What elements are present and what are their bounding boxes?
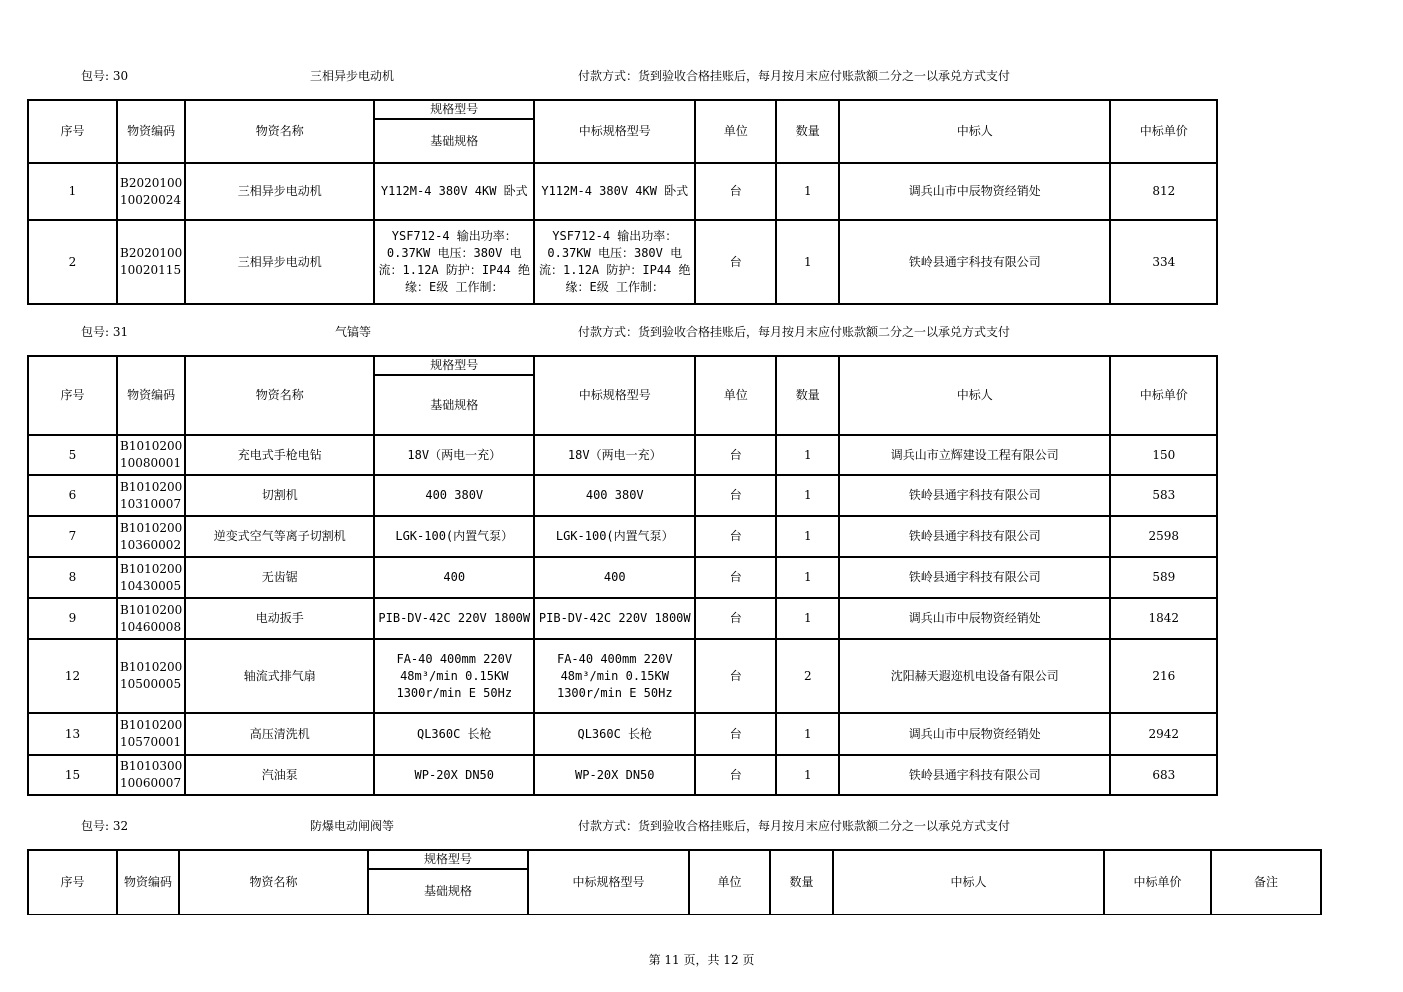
cell-name: 三相异步电动机 bbox=[185, 163, 374, 220]
cell-winner: 调兵山市中辰物资经销处 bbox=[839, 598, 1110, 639]
code-line-2: 10020024 bbox=[120, 192, 182, 207]
cell-spec: 400 bbox=[374, 557, 534, 598]
cell-winner: 铁岭县通宇科技有限公司 bbox=[839, 755, 1110, 795]
cell-code bbox=[117, 639, 185, 713]
header-price: 中标单价 bbox=[1110, 356, 1217, 435]
cell-seq: 9 bbox=[28, 598, 117, 639]
cell-unit: 台 bbox=[695, 598, 776, 639]
package-name: 气镐等 bbox=[335, 325, 372, 339]
package-number: 包号: 32 bbox=[81, 819, 129, 833]
cell-name: 高压清洗机 bbox=[185, 713, 374, 755]
code-line-1: B1010200 bbox=[120, 520, 183, 535]
cell-seq: 8 bbox=[28, 557, 117, 598]
cell-unit: 台 bbox=[695, 755, 776, 795]
cell-name: 三相异步电动机 bbox=[185, 220, 374, 304]
cell-name: 汽油泵 bbox=[185, 755, 374, 795]
cell-winner: 调兵山市立辉建设工程有限公司 bbox=[839, 435, 1110, 475]
package-table-32 bbox=[27, 849, 1322, 915]
cell-qty: 1 bbox=[776, 557, 839, 598]
code-line-2: 10460008 bbox=[120, 619, 182, 634]
cell-spec: 400 380V bbox=[374, 475, 534, 516]
cell-price: 216 bbox=[1110, 639, 1217, 713]
package-header-30 bbox=[0, 67, 1403, 87]
cell-unit: 台 bbox=[695, 475, 776, 516]
code-line-2: 10500005 bbox=[120, 677, 182, 691]
cell-code bbox=[117, 435, 185, 475]
table-row bbox=[28, 220, 1217, 304]
header-spec-group: 规格型号 bbox=[374, 100, 534, 119]
cell-price: 2598 bbox=[1110, 516, 1217, 557]
package-header-31 bbox=[0, 323, 1403, 343]
code-line-2: 10310007 bbox=[120, 496, 182, 511]
cell-spec: 18V（两电一充） bbox=[374, 435, 534, 475]
cell-spec: Y112M-4 380V 4KW 卧式 bbox=[374, 163, 534, 220]
header-name: 物资名称 bbox=[185, 100, 374, 163]
cell-qty: 1 bbox=[776, 163, 839, 220]
header-spec-basic: 基础规格 bbox=[368, 869, 528, 914]
table-row bbox=[28, 516, 1217, 557]
header-unit: 单位 bbox=[689, 850, 770, 914]
cell-bid-spec: WP-20X DN50 bbox=[534, 755, 695, 795]
cell-seq: 1 bbox=[28, 163, 117, 220]
cell-code bbox=[117, 713, 185, 755]
cell-price: 1842 bbox=[1110, 598, 1217, 639]
code-line-1: B1010200 bbox=[120, 718, 183, 732]
cell-bid-spec: PIB-DV-42C 220V 1800W bbox=[534, 598, 695, 639]
cell-name: 无齿锯 bbox=[185, 557, 374, 598]
cell-spec: QL360C 长枪 bbox=[374, 713, 534, 755]
cell-qty: 1 bbox=[776, 220, 839, 304]
cell-name: 轴流式排气扇 bbox=[185, 639, 374, 713]
cell-unit: 台 bbox=[695, 557, 776, 598]
header-seq: 序号 bbox=[28, 100, 117, 163]
header-unit: 单位 bbox=[695, 356, 776, 435]
cell-qty: 1 bbox=[776, 713, 839, 755]
code-line-1: B2020100 bbox=[120, 246, 183, 260]
cell-unit: 台 bbox=[695, 220, 776, 304]
cell-code bbox=[117, 557, 185, 598]
cell-price: 812 bbox=[1110, 163, 1217, 220]
header-qty: 数量 bbox=[776, 356, 839, 435]
cell-price: 589 bbox=[1110, 557, 1217, 598]
payment-terms: 付款方式：货到验收合格挂账后，每月按月末应付账款额二分之一以承兑方式支付 bbox=[578, 325, 1011, 339]
table-row bbox=[28, 435, 1217, 475]
code-line-1: B1010200 bbox=[120, 561, 183, 576]
cell-unit: 台 bbox=[695, 713, 776, 755]
cell-price: 583 bbox=[1110, 475, 1217, 516]
code-line-1: B1010200 bbox=[120, 479, 183, 494]
cell-winner: 铁岭县通宇科技有限公司 bbox=[839, 475, 1110, 516]
package-table-30 bbox=[27, 99, 1218, 305]
header-spec-group: 规格型号 bbox=[374, 356, 534, 375]
header-name: 物资名称 bbox=[185, 356, 374, 435]
code-line-2: 10020115 bbox=[120, 263, 182, 277]
cell-price: 683 bbox=[1110, 755, 1217, 795]
cell-seq: 6 bbox=[28, 475, 117, 516]
table-row bbox=[28, 598, 1217, 639]
header-spec-basic: 基础规格 bbox=[374, 375, 534, 435]
cell-bid-spec: QL360C 长枪 bbox=[534, 713, 695, 755]
header-code: 物资编码 bbox=[117, 100, 185, 163]
cell-spec: LGK-100(内置气泵） bbox=[374, 516, 534, 557]
header-price: 中标单价 bbox=[1110, 100, 1217, 163]
cell-bid-spec: YSF712-4 输出功率：0.37KW 电压：380V 电流：1.12A 防护：IP44 绝缘：E级 工作制： bbox=[534, 220, 695, 304]
cell-bid-spec: Y112M-4 380V 4KW 卧式 bbox=[534, 163, 695, 220]
cell-winner: 铁岭县通宇科技有限公司 bbox=[839, 557, 1110, 598]
header-seq: 序号 bbox=[28, 356, 117, 435]
header-spec-group: 规格型号 bbox=[368, 850, 528, 869]
cell-bid-spec: 18V（两电一充） bbox=[534, 435, 695, 475]
cell-bid-spec: 400 bbox=[534, 557, 695, 598]
code-line-1: B1010200 bbox=[120, 439, 183, 453]
code-line-1: B2020100 bbox=[120, 175, 183, 190]
code-line-2: 10060007 bbox=[120, 776, 182, 790]
cell-name: 电动扳手 bbox=[185, 598, 374, 639]
cell-unit: 台 bbox=[695, 516, 776, 557]
header-unit: 单位 bbox=[695, 100, 776, 163]
cell-bid-spec: LGK-100(内置气泵） bbox=[534, 516, 695, 557]
package-table-31 bbox=[27, 355, 1218, 796]
header-bid-spec: 中标规格型号 bbox=[534, 100, 695, 163]
code-line-2: 10570001 bbox=[120, 735, 182, 749]
header-spec-basic: 基础规格 bbox=[374, 119, 534, 163]
package-name: 防爆电动闸阀等 bbox=[310, 819, 395, 833]
cell-seq: 13 bbox=[28, 713, 117, 755]
code-line-1: B1010300 bbox=[120, 759, 183, 773]
cell-seq: 12 bbox=[28, 639, 117, 713]
table-row bbox=[28, 639, 1217, 713]
header-code: 物资编码 bbox=[117, 850, 179, 914]
cell-winner: 铁岭县通宇科技有限公司 bbox=[839, 516, 1110, 557]
cell-code bbox=[117, 598, 185, 639]
package-header-32 bbox=[0, 817, 1403, 837]
cell-bid-spec: FA-40 400mm 220V 48m³/min 0.15KW 1300r/min E 50Hz bbox=[534, 639, 695, 713]
code-line-2: 10080001 bbox=[120, 456, 182, 470]
header-bid-spec: 中标规格型号 bbox=[528, 850, 689, 914]
cell-winner: 调兵山市中辰物资经销处 bbox=[839, 713, 1110, 755]
cell-price: 334 bbox=[1110, 220, 1217, 304]
page-footer: 第 11 页，共 12 页 bbox=[648, 953, 755, 967]
package-number: 包号: 30 bbox=[81, 69, 129, 83]
cell-qty: 1 bbox=[776, 755, 839, 795]
code-line-1: B1010200 bbox=[120, 602, 183, 617]
package-name: 三相异步电动机 bbox=[310, 69, 395, 83]
cell-qty: 2 bbox=[776, 639, 839, 713]
payment-terms: 付款方式：货到验收合格挂账后，每月按月末应付账款额二分之一以承兑方式支付 bbox=[578, 819, 1011, 833]
code-line-2: 10430005 bbox=[120, 578, 182, 593]
table-row bbox=[28, 713, 1217, 755]
header-winner: 中标人 bbox=[839, 356, 1110, 435]
header-winner: 中标人 bbox=[833, 850, 1104, 914]
cell-spec: PIB-DV-42C 220V 1800W bbox=[374, 598, 534, 639]
cell-price: 150 bbox=[1110, 435, 1217, 475]
cell-seq: 2 bbox=[28, 220, 117, 304]
header-qty: 数量 bbox=[770, 850, 833, 914]
table-row bbox=[28, 163, 1217, 220]
code-line-2: 10360002 bbox=[120, 537, 182, 552]
table-row bbox=[28, 475, 1217, 516]
cell-qty: 1 bbox=[776, 475, 839, 516]
cell-spec: WP-20X DN50 bbox=[374, 755, 534, 795]
cell-code bbox=[117, 475, 185, 516]
header-remark: 备注 bbox=[1211, 850, 1321, 914]
header-qty: 数量 bbox=[776, 100, 839, 163]
cell-code bbox=[117, 755, 185, 795]
cell-seq: 5 bbox=[28, 435, 117, 475]
cell-qty: 1 bbox=[776, 435, 839, 475]
header-name: 物资名称 bbox=[179, 850, 368, 914]
cell-bid-spec: 400 380V bbox=[534, 475, 695, 516]
cell-unit: 台 bbox=[695, 163, 776, 220]
package-number: 包号: 31 bbox=[81, 325, 129, 339]
cell-winner: 铁岭县通宇科技有限公司 bbox=[839, 220, 1110, 304]
cell-winner: 沈阳赫天遐迩机电设备有限公司 bbox=[839, 639, 1110, 713]
cell-qty: 1 bbox=[776, 516, 839, 557]
cell-qty: 1 bbox=[776, 598, 839, 639]
cell-name: 逆变式空气等离子切割机 bbox=[185, 516, 374, 557]
cell-spec: FA-40 400mm 220V 48m³/min 0.15KW 1300r/min E 50Hz bbox=[374, 639, 534, 713]
cell-name: 切割机 bbox=[185, 475, 374, 516]
cell-winner: 调兵山市中辰物资经销处 bbox=[839, 163, 1110, 220]
header-seq: 序号 bbox=[28, 850, 117, 914]
cell-spec: YSF712-4 输出功率：0.37KW 电压：380V 电流：1.12A 防护：IP44 绝缘：E级 工作制： bbox=[374, 220, 534, 304]
cell-unit: 台 bbox=[695, 639, 776, 713]
header-bid-spec: 中标规格型号 bbox=[534, 356, 695, 435]
cell-price: 2942 bbox=[1110, 713, 1217, 755]
cell-name: 充电式手枪电钻 bbox=[185, 435, 374, 475]
code-line-1: B1010200 bbox=[120, 660, 183, 674]
cell-unit: 台 bbox=[695, 435, 776, 475]
header-winner: 中标人 bbox=[839, 100, 1110, 163]
payment-terms: 付款方式：货到验收合格挂账后，每月按月末应付账款额二分之一以承兑方式支付 bbox=[578, 69, 1011, 83]
header-code: 物资编码 bbox=[117, 356, 185, 435]
table-row bbox=[28, 557, 1217, 598]
cell-code bbox=[117, 516, 185, 557]
header-price: 中标单价 bbox=[1104, 850, 1211, 914]
table-row bbox=[28, 755, 1217, 795]
cell-code bbox=[117, 163, 185, 220]
cell-seq: 15 bbox=[28, 755, 117, 795]
cell-seq: 7 bbox=[28, 516, 117, 557]
cell-code bbox=[117, 220, 185, 304]
